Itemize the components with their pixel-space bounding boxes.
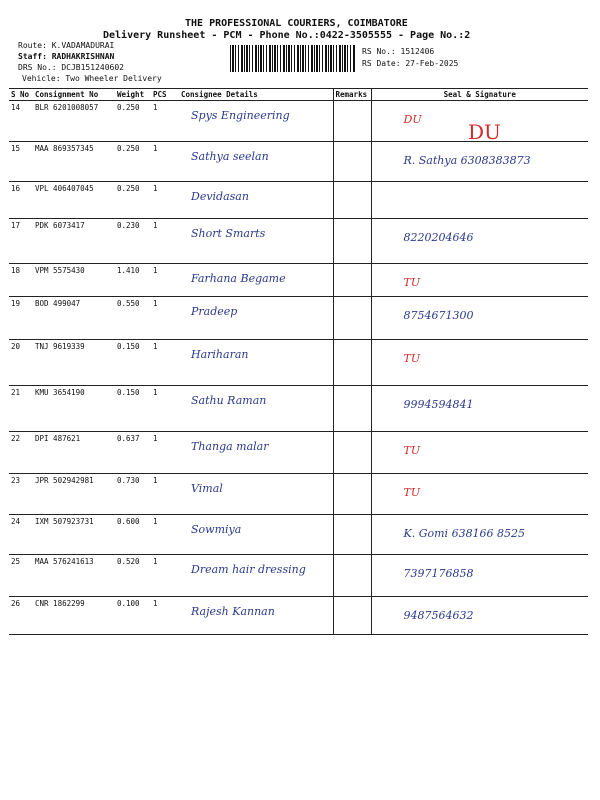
consignment-cell: VPL 406407045: [33, 182, 115, 219]
sno-cell: 24: [9, 515, 33, 555]
pcs-cell: 1: [151, 555, 179, 597]
weight-cell: 1.410: [115, 264, 151, 297]
signature-text: 8754671300: [403, 309, 474, 322]
weight-cell: 0.637: [115, 432, 151, 474]
weight-cell: 0.230: [115, 219, 151, 264]
signature-cell: [371, 432, 588, 474]
consignee-name: Devidasan: [191, 190, 249, 203]
remarks-cell: [333, 101, 371, 142]
remarks-cell: [333, 219, 371, 264]
col-consignment: Consignment No: [33, 89, 115, 101]
remarks-cell: [333, 142, 371, 182]
consignee-cell: [179, 432, 333, 474]
sno-cell: 23: [9, 474, 33, 515]
consignee-name: Rajesh Kannan: [191, 605, 275, 618]
stamp-mark: DU: [468, 120, 501, 144]
sno-cell: 16: [9, 182, 33, 219]
signature-cell: [371, 297, 588, 340]
consignee-cell: [179, 386, 333, 432]
route-label: Route: K.VADAMADURAI: [18, 41, 115, 50]
remarks-cell: [333, 432, 371, 474]
remarks-cell: [333, 386, 371, 432]
consignee-name: Thanga malar: [191, 440, 269, 453]
pcs-cell: 1: [151, 340, 179, 386]
signature-text: TU: [403, 486, 421, 499]
sno-cell: 17: [9, 219, 33, 264]
consignment-cell: KMU 3654190: [33, 386, 115, 432]
remarks-cell: [333, 597, 371, 635]
weight-cell: 0.100: [115, 597, 151, 635]
pcs-cell: 1: [151, 432, 179, 474]
table-row: [9, 474, 588, 515]
signature-cell: [371, 474, 588, 515]
rs-number: RS No.: 1512406: [362, 47, 435, 56]
consignment-cell: DPI 487621: [33, 432, 115, 474]
consignee-cell: [179, 297, 333, 340]
table-row: [9, 386, 588, 432]
consignment-cell: VPM 5575430: [33, 264, 115, 297]
runsheet-table: [9, 88, 588, 635]
remarks-cell: [333, 297, 371, 340]
pcs-cell: 1: [151, 597, 179, 635]
pcs-cell: 1: [151, 474, 179, 515]
consignment-cell: JPR 502942981: [33, 474, 115, 515]
consignment-cell: MAA 869357345: [33, 142, 115, 182]
remarks-cell: [333, 264, 371, 297]
consignee-cell: [179, 182, 333, 219]
pcs-cell: 1: [151, 264, 179, 297]
consignee-name: Sathya seelan: [191, 150, 269, 163]
pcs-cell: 1: [151, 386, 179, 432]
consignee-cell: [179, 515, 333, 555]
remarks-cell: [333, 340, 371, 386]
table-row: [9, 264, 588, 297]
consignee-cell: [179, 340, 333, 386]
sno-cell: 22: [9, 432, 33, 474]
signature-cell: [371, 386, 588, 432]
consignee-name: Dream hair dressing: [191, 563, 306, 576]
weight-cell: 0.730: [115, 474, 151, 515]
consignment-cell: IXM 507923731: [33, 515, 115, 555]
consignee-cell: [179, 219, 333, 264]
consignee-name: Vimal: [191, 482, 223, 495]
consignee-cell: [179, 264, 333, 297]
signature-text: 9994594841: [403, 398, 474, 411]
signature-text: 9487564632: [403, 609, 474, 622]
signature-cell: [371, 142, 588, 182]
remarks-cell: [333, 515, 371, 555]
table-row: [9, 219, 588, 264]
signature-text: TU: [403, 352, 421, 365]
signature-text: K. Gomi 638166 8525: [403, 527, 526, 540]
col-remarks: Remarks: [333, 89, 371, 101]
consignee-cell: [179, 555, 333, 597]
pcs-cell: 1: [151, 182, 179, 219]
col-sno: S No: [9, 89, 33, 101]
drs-number: DRS No.: DCJB151240602: [18, 63, 124, 72]
table-row: [9, 182, 588, 219]
consignee-name: Farhana Begame: [191, 272, 286, 285]
signature-text: DU: [403, 113, 422, 126]
col-seal: Seal & Signature: [371, 89, 588, 101]
consignment-cell: BOD 499047: [33, 297, 115, 340]
consignee-name: Short Smarts: [191, 227, 266, 240]
pcs-cell: 1: [151, 142, 179, 182]
consignee-name: Sathu Raman: [191, 394, 267, 407]
consignment-cell: CNR 1862299: [33, 597, 115, 635]
signature-text: R. Sathya 6308383873: [403, 154, 531, 167]
signature-text: 7397176858: [403, 567, 474, 580]
sno-cell: 15: [9, 142, 33, 182]
barcode: [230, 45, 356, 72]
signature-text: TU: [403, 276, 421, 289]
consignee-cell: [179, 142, 333, 182]
signature-cell: [371, 219, 588, 264]
remarks-cell: [333, 182, 371, 219]
consignee-name: Pradeep: [191, 305, 238, 318]
consignment-cell: MAA 576241613: [33, 555, 115, 597]
staff-label: Staff: RADHAKRISHNAN: [18, 52, 115, 61]
weight-cell: 0.600: [115, 515, 151, 555]
col-weight: Weight: [115, 89, 151, 101]
consignee-name: Sowmiya: [191, 523, 242, 536]
sno-cell: 21: [9, 386, 33, 432]
weight-cell: 0.550: [115, 297, 151, 340]
consignee-name: Spys Engineering: [191, 109, 290, 122]
table-row: [9, 142, 588, 182]
consignment-cell: PDK 6073417: [33, 219, 115, 264]
signature-text: 8220204646: [403, 231, 474, 244]
consignee-cell: [179, 597, 333, 635]
signature-cell: [371, 597, 588, 635]
pcs-cell: 1: [151, 219, 179, 264]
table-row: [9, 515, 588, 555]
signature-cell: [371, 515, 588, 555]
signature-text: TU: [403, 444, 421, 457]
remarks-cell: [333, 474, 371, 515]
col-consignee: Consignee Details: [179, 89, 333, 101]
weight-cell: 0.520: [115, 555, 151, 597]
table-row: [9, 297, 588, 340]
pcs-cell: 1: [151, 515, 179, 555]
sno-cell: 26: [9, 597, 33, 635]
sno-cell: 19: [9, 297, 33, 340]
consignee-cell: [179, 101, 333, 142]
sno-cell: 20: [9, 340, 33, 386]
sno-cell: 25: [9, 555, 33, 597]
vehicle-label: Vehicle: Two Wheeler Delivery: [22, 74, 162, 83]
table-row: [9, 432, 588, 474]
table-row: [9, 101, 588, 142]
weight-cell: 0.150: [115, 386, 151, 432]
col-pcs: PCS: [151, 89, 179, 101]
company-title: THE PROFESSIONAL COURIERS, COIMBATORE: [185, 18, 408, 29]
runsheet-subtitle: Delivery Runsheet - PCM - Phone No.:0422-3505555 - Page No.:2: [103, 30, 471, 41]
signature-cell: [371, 182, 588, 219]
sno-cell: 14: [9, 101, 33, 142]
rs-date: RS Date: 27-Feb-2025: [362, 59, 459, 68]
signature-cell: [371, 340, 588, 386]
weight-cell: 0.250: [115, 142, 151, 182]
table-row: [9, 340, 588, 386]
weight-cell: 0.250: [115, 182, 151, 219]
consignee-cell: [179, 474, 333, 515]
pcs-cell: 1: [151, 101, 179, 142]
sno-cell: 18: [9, 264, 33, 297]
signature-cell: [371, 264, 588, 297]
pcs-cell: 1: [151, 297, 179, 340]
signature-cell: [371, 555, 588, 597]
table-row: [9, 597, 588, 635]
consignment-cell: BLR 6201008057: [33, 101, 115, 142]
remarks-cell: [333, 555, 371, 597]
consignment-cell: TNJ 9619339: [33, 340, 115, 386]
table-header-row: [9, 89, 588, 101]
weight-cell: 0.250: [115, 101, 151, 142]
weight-cell: 0.150: [115, 340, 151, 386]
table-row: [9, 555, 588, 597]
consignee-name: Hariharan: [191, 348, 249, 361]
